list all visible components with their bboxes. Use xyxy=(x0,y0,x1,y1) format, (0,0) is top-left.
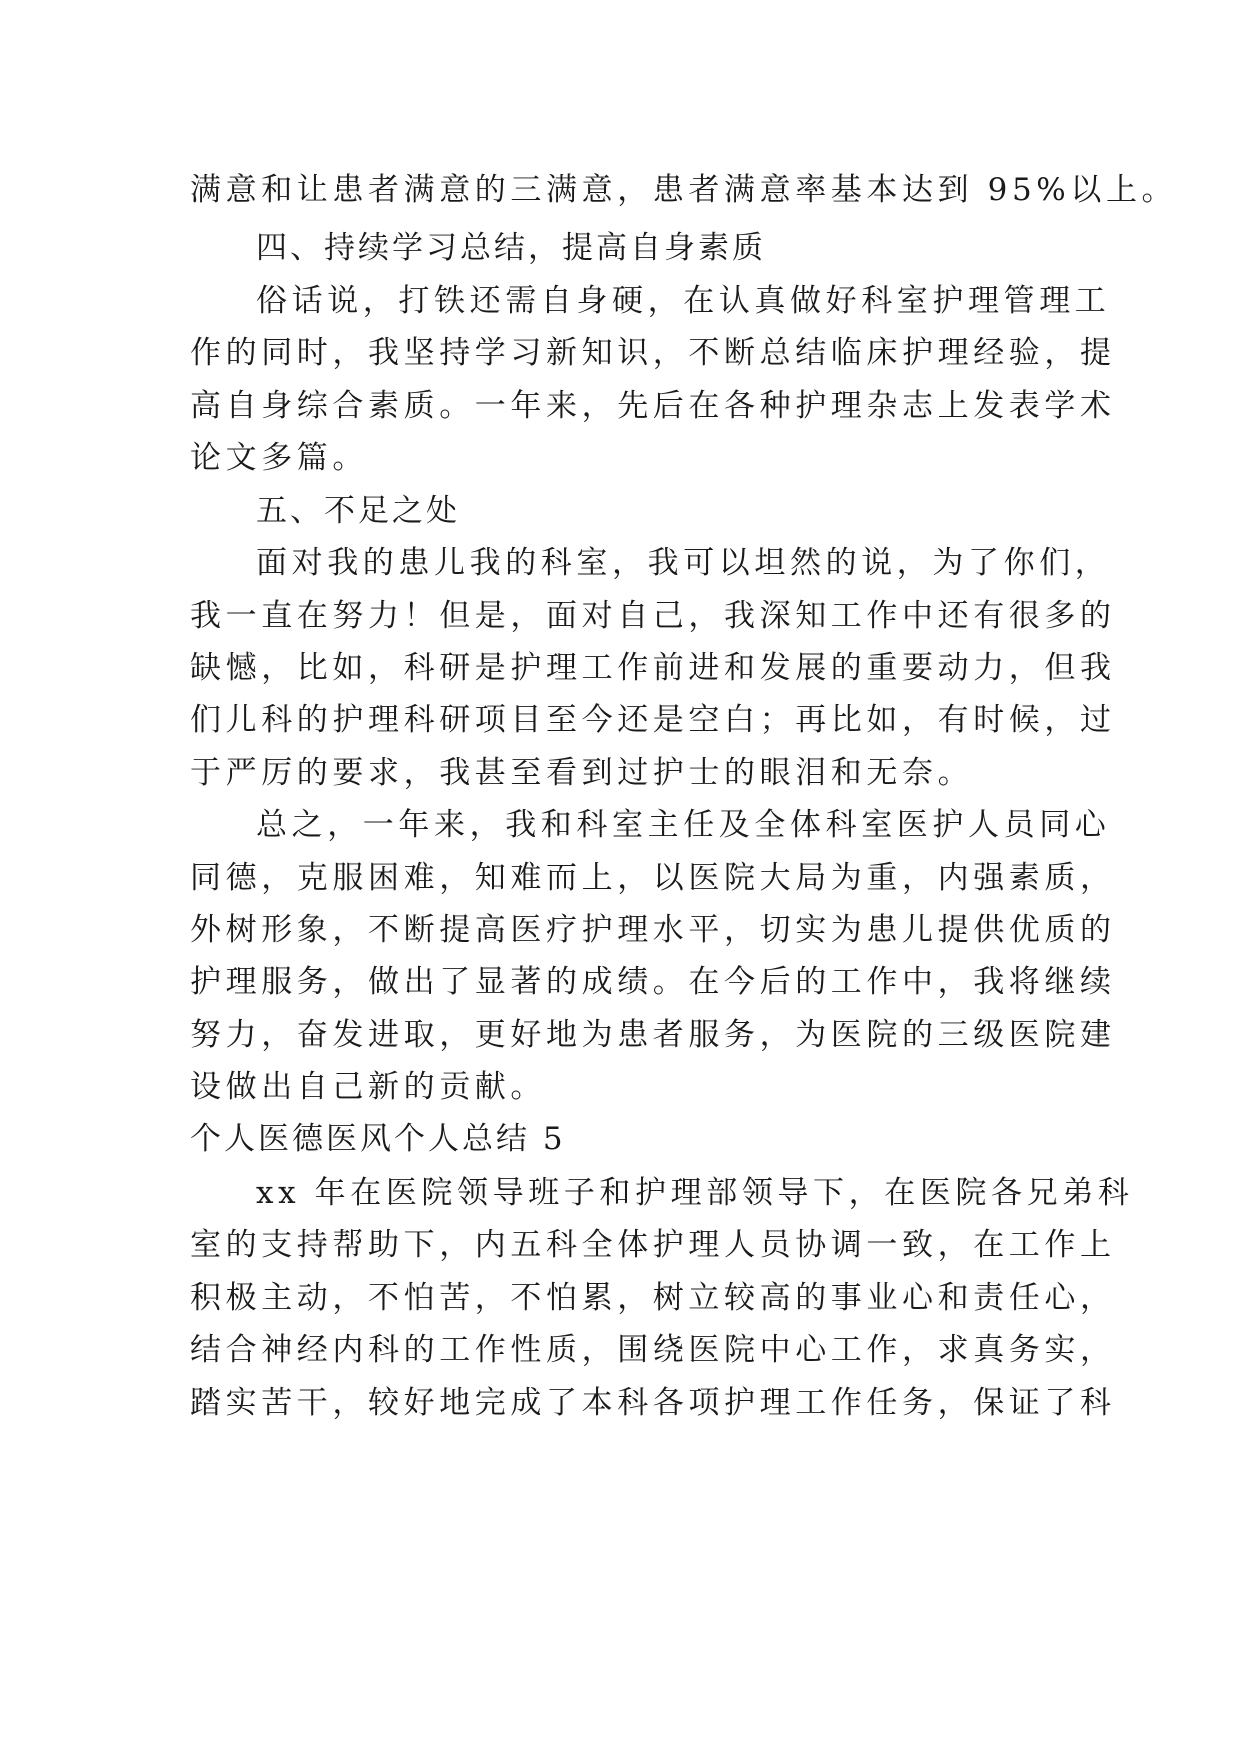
paragraph-line: 们儿科的护理科研项目至今还是空白；再比如，有时候，过 xyxy=(190,702,1116,738)
paragraph-line: 论文多篇。 xyxy=(190,440,368,476)
paragraph-line: 设做出自己新的贡献。 xyxy=(190,1069,546,1105)
section-heading-5: 五、不足之处 xyxy=(256,493,460,529)
paragraph-line: 同德，克服困难，知难而上，以医院大局为重，内强素质， xyxy=(190,860,1116,896)
paragraph-line: 我一直在努力！但是，面对自己，我深知工作中还有很多的 xyxy=(190,598,1116,634)
paragraph-line: 外树形象，不断提高医疗护理水平，切实为患儿提供优质的 xyxy=(190,912,1116,948)
paragraph-line: 面对我的患儿我的科室，我可以坦然的说，为了你们， xyxy=(256,545,1111,581)
paragraph-line: 护理服务，做出了显著的成绩。在今后的工作中，我将继续 xyxy=(190,964,1116,1000)
paragraph-line: 于严厉的要求，我甚至看到过护士的眼泪和无奈。 xyxy=(190,755,974,791)
paragraph-line: 缺憾，比如，科研是护理工作前进和发展的重要动力，但我 xyxy=(190,650,1116,686)
paragraph-line: 踏实苦干，较好地完成了本科各项护理工作任务，保证了科 xyxy=(190,1385,1116,1421)
paragraph-line: 总之，一年来，我和科室主任及全体科室医护人员同心 xyxy=(256,807,1111,843)
section-heading-4: 四、持续学习总结，提高自身素质 xyxy=(256,230,766,266)
paragraph-line: xx 年在医院领导班子和护理部领导下，在医院各兄弟科 xyxy=(256,1175,1134,1211)
section-title: 个人医德医风个人总结 5 xyxy=(190,1121,566,1157)
paragraph-line: 室的支持帮助下，内五科全体护理人员协调一致，在工作上 xyxy=(190,1227,1116,1263)
paragraph-line: 俗话说，打铁还需自身硬，在认真做好科室护理管理工 xyxy=(256,283,1111,319)
paragraph-line: 结合神经内科的工作性质，围绕医院中心工作，求真务实， xyxy=(190,1332,1116,1368)
paragraph-line: 积极主动，不怕苦，不怕累，树立较高的事业心和责任心， xyxy=(190,1280,1116,1316)
paragraph-line: 高自身综合素质。一年来，先后在各种护理杂志上发表学术 xyxy=(190,388,1116,424)
paragraph-line: 努力，奋发进取，更好地为患者服务，为医院的三级医院建 xyxy=(190,1017,1116,1053)
paragraph-line: 作的同时，我坚持学习新知识，不断总结临床护理经验，提 xyxy=(190,335,1116,371)
text-line: 满意和让患者满意的三满意，患者满意率基本达到 95%以上。 xyxy=(190,172,1178,208)
